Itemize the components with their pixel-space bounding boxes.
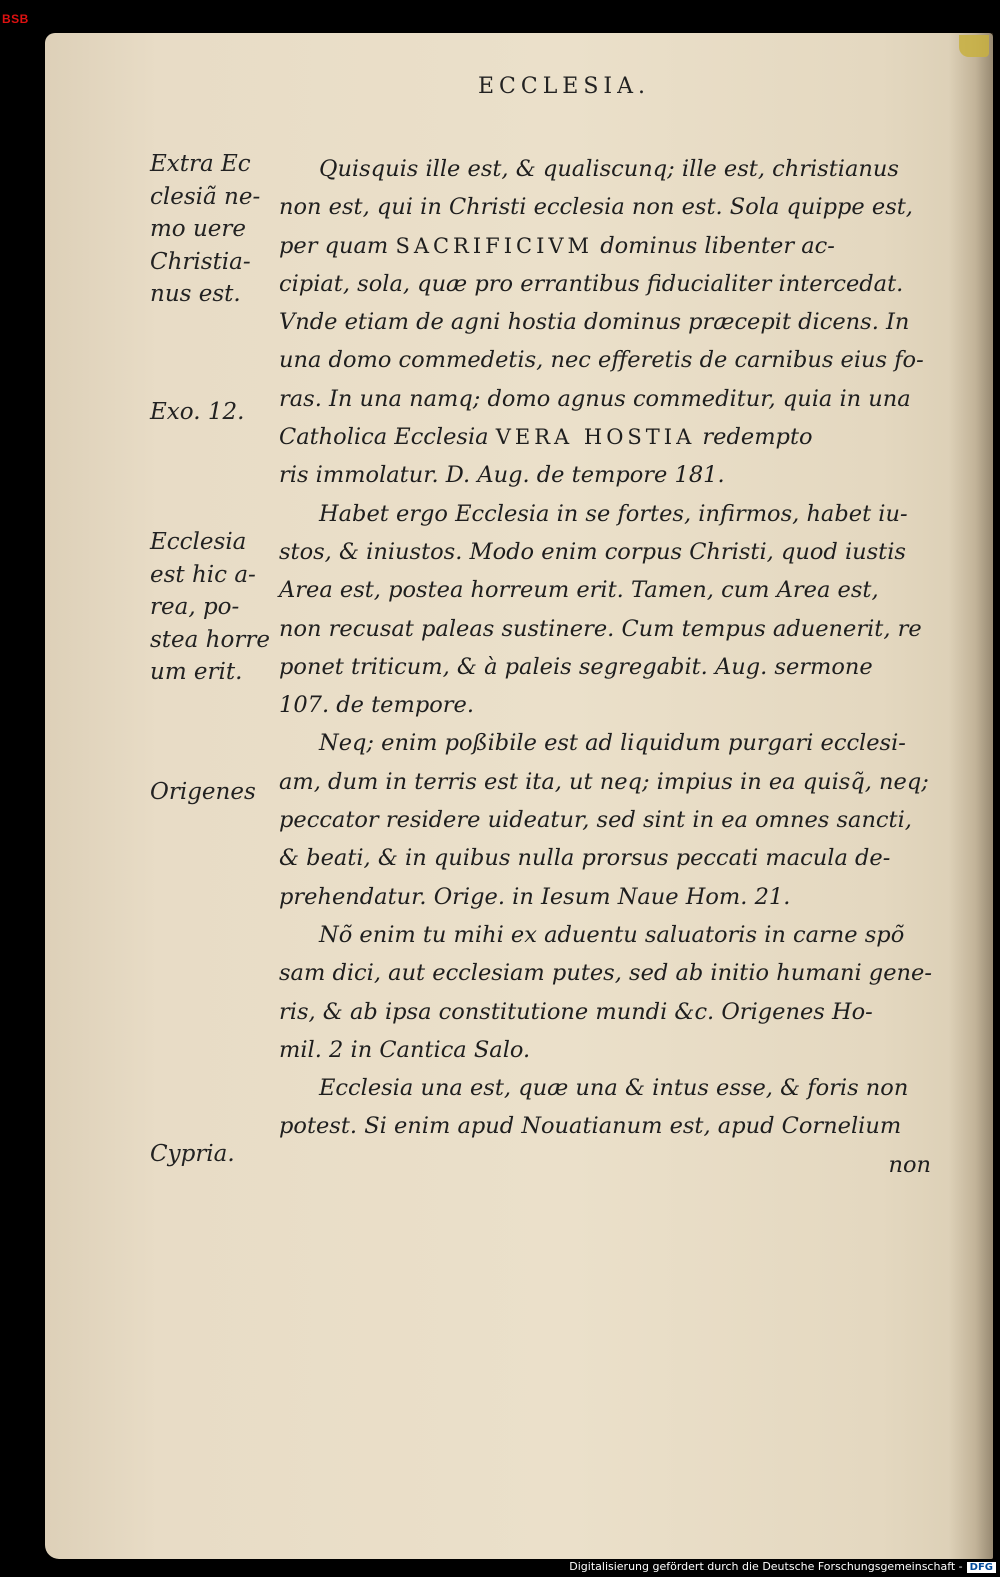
- running-head: ECCLESIA.: [477, 74, 651, 99]
- text-segment: dominus libenter ac-: [600, 232, 835, 259]
- text-line: sam dici, aut ecclesiam putes, sed ab initio humani gene-: [279, 960, 932, 987]
- text-line: Vnde etiam de agni hostia dominus præcepit dicens. In: [279, 309, 910, 336]
- capitals-vera-hostia: VERA HOSTIA: [495, 425, 696, 450]
- margin-note-line: Extra Ec: [150, 151, 251, 177]
- text-line-sacrificium: [279, 227, 945, 265]
- margin-note-line: um erit.: [150, 659, 243, 685]
- text-line: Ecclesia una est, quæ una & intus esse, & foris non: [319, 1075, 909, 1102]
- catchword: non: [888, 1151, 931, 1178]
- bsb-logo: BSB: [2, 12, 29, 26]
- text-line: Neq; enim poßibile est ad liquidum purgari ecclesi-: [319, 730, 906, 757]
- footer-text: Digitalisierung gefördert durch die Deutsche Forschungsgemeinschaft -: [569, 1560, 963, 1573]
- text-line: am, dum in terris est ita, ut neq; impius in ea quisq̃, neq;: [279, 768, 929, 795]
- text-segment: Catholica Ecclesia: [279, 424, 489, 451]
- text-line-vera-hostia: [279, 418, 945, 456]
- text-line: non recusat paleas sustinere. Cum tempus aduenerit, re: [279, 615, 922, 642]
- margin-note-ecclesia-area: [150, 526, 270, 689]
- text-line: ras. In una namq; domo agnus commeditur, quia in una: [279, 385, 911, 412]
- text-line: mil. 2 in Cantica Salo.: [279, 1036, 531, 1063]
- text-line: Habet ergo Ecclesia in se fortes, infirmos, habet iu-: [319, 500, 908, 527]
- margin-note-line: rea, po-: [150, 594, 240, 620]
- margin-note-extra-ecclesiam: [150, 148, 260, 311]
- dfg-logo: DFG: [967, 1562, 996, 1573]
- margin-note-line: Exo. 12.: [150, 399, 245, 425]
- margin-note-line: est hic a-: [150, 561, 256, 588]
- body-text: [279, 150, 945, 1184]
- margin-note-line: Christia-: [150, 248, 251, 275]
- margin-note-origenes: [150, 776, 256, 809]
- margin-note-cyprianus: [150, 1138, 235, 1171]
- margin-note-line: nus est.: [150, 281, 241, 307]
- margin-note-line: mo uere: [150, 216, 246, 242]
- text-line: cipiat, sola, quæ pro errantibus fiducialiter intercedat.: [279, 270, 904, 297]
- text-line: una domo commedetis, nec efferetis de carnibus eius fo-: [279, 347, 924, 374]
- text-line: Quisquis ille est, & qualiscunq; ille est, christianus: [319, 156, 899, 182]
- text-line: Area est, postea horreum erit. Tamen, cum Area est,: [279, 577, 879, 604]
- margin-note-line: stea horre: [150, 626, 270, 653]
- capitals-sacrificium: SACRIFICIVM: [395, 233, 594, 258]
- text-line: stos, & iniustos. Modo enim corpus Christi, quod iustis: [279, 538, 906, 565]
- margin-note-line: Ecclesia: [150, 529, 247, 555]
- margin-note-line: Origenes: [150, 779, 256, 805]
- page-spine-shadow: [949, 33, 993, 1559]
- margin-note-exodus: [150, 396, 244, 429]
- text-segment: per quam: [279, 232, 389, 259]
- text-line: non est, qui in Christi ecclesia non est. Sola quippe est,: [279, 194, 913, 221]
- margin-note-line: clesiã ne-: [150, 183, 261, 210]
- page-corner-tab: [959, 35, 989, 57]
- text-line: Nõ enim tu mihi ex aduentu saluatoris in carne spõ: [319, 921, 905, 948]
- text-line: ris immolatur. D. Aug. de tempore 181.: [279, 462, 725, 489]
- text-line: & beati, & in quibus nulla prorsus peccati macula de-: [279, 845, 891, 872]
- text-line: prehendatur. Orige. in Iesum Naue Hom. 21.: [279, 883, 791, 910]
- text-line: ris, & ab ipsa constitutione mundi &c. Origenes Ho-: [279, 998, 873, 1025]
- text-line: ponet triticum, & à paleis segregabit. Aug. sermone: [279, 653, 873, 680]
- text-segment: redempto: [702, 424, 813, 451]
- footer-credit: [569, 1560, 996, 1573]
- text-line: potest. Si enim apud Nouatianum est, apud Cornelium: [279, 1113, 902, 1140]
- text-line: 107. de tempore.: [279, 692, 474, 719]
- margin-note-line: Cypria.: [150, 1141, 235, 1167]
- text-line: peccator residere uideatur, sed sint in ea omnes sancti,: [279, 807, 912, 834]
